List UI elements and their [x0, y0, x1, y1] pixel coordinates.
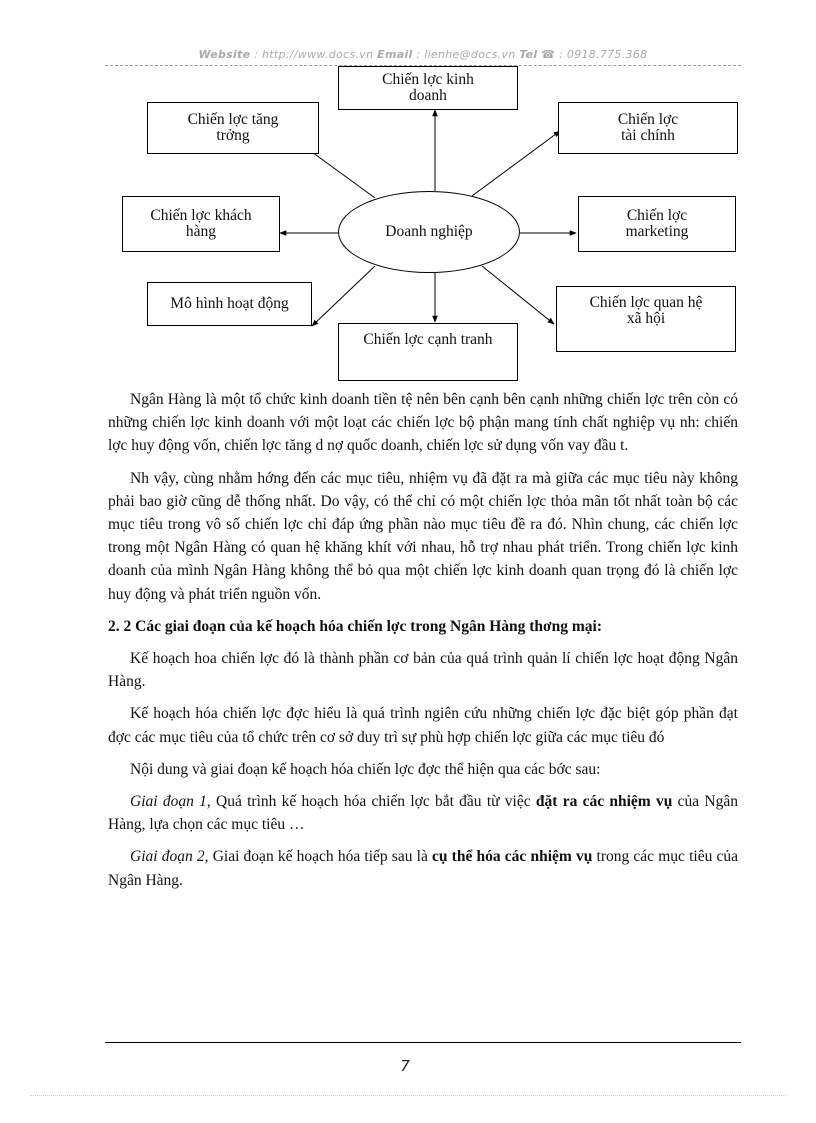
- paragraph-3: Kế hoạch hoa chiến lợc đó là thành phần cơ bản của quá trình quản lí chiến lợc hoạt động Ngân Hàng.: [108, 650, 738, 691]
- center-label: Doanh nghiệp: [385, 223, 473, 240]
- box-label: Chiến lợc cạnh tranh: [363, 331, 493, 348]
- stage-2-text-a: , Giai đoạn kế hoạch hóa tiếp sau là: [204, 848, 432, 866]
- box-chien-luoc-khach-hang: [122, 196, 280, 252]
- box-label: Mô hình hoạt động: [170, 295, 289, 312]
- tel-label: Tel: [519, 48, 538, 61]
- stage-1-text-b: của Ngân Hàng, lựa chọn các mục tiêu …: [108, 793, 738, 834]
- stage-1-label: Giai đoạn 1: [130, 793, 207, 811]
- paragraph-5: Nội dung và giai đoạn kế hoạch hóa chiến lợc đợc thể hiện qua các bớc sau:: [130, 760, 601, 778]
- box-label: Chiến lợc khách hàng: [150, 207, 252, 240]
- arrow-bottom-left: [312, 266, 375, 326]
- stage-2-label: Giai đoạn 2: [130, 848, 205, 866]
- stage-2-bold: cụ thể hóa các nhiệm vụ: [432, 848, 593, 866]
- arrow-bottom-right: [482, 266, 554, 324]
- strategy-diagram: [100, 66, 703, 386]
- body-text: [108, 388, 738, 901]
- box-chien-luoc-quan-he-xa-hoi: [556, 286, 736, 352]
- stage-2-text-b: trong các mục tiêu của Ngân Hàng.: [108, 848, 739, 889]
- bottom-dotted-rule: [30, 1095, 786, 1096]
- website-label: Website: [198, 48, 251, 61]
- paragraph-7: [108, 845, 738, 891]
- page-header: [105, 48, 741, 61]
- paragraph-6: [108, 790, 738, 836]
- arrow-top-right: [472, 131, 560, 196]
- paragraph-1: Ngân Hàng là một tổ chức kinh doanh tiền tệ nên bên cạnh bên cạnh những chiến lợc trên còn có những chiến lợc kinh doanh với một loạt các chiến lợc bộ phận mang tính chất nghiệp vụ nh: chiến lợc huy động vốn, chiến lợc tăng d nợ quốc doanh, chiến lợc sử dụng vốn vay đầu t.: [108, 391, 738, 455]
- phone-icon-and-number: ☎ : 0918.775.368: [537, 48, 648, 61]
- box-label: Chiến lợc quan hệ xã hội: [589, 294, 703, 327]
- website-url: : http://www.docs.vn: [250, 48, 378, 61]
- box-chien-luoc-tai-chinh: [558, 102, 738, 154]
- box-chien-luoc-marketing: [578, 196, 736, 252]
- box-chien-luoc-kinh-doanh: [338, 66, 518, 110]
- footer-rule: [105, 1042, 741, 1043]
- center-doanh-nghiep: [338, 191, 520, 273]
- box-mo-hinh-hoat-dong: [147, 282, 312, 326]
- box-chien-luoc-tang-truong: [147, 102, 319, 154]
- box-label: Chiến lợc tài chính: [617, 111, 679, 144]
- box-label: Chiến lợc kinh doanh: [382, 71, 474, 104]
- stage-1-text-a: , Quá trình kế hoạch hóa chiến lợc bắt đầu từ việc: [206, 793, 536, 811]
- page-number: 7: [400, 1057, 410, 1075]
- section-heading: 2. 2 Các giai đoạn của kế hoạch hóa chiến lợc trong Ngân Hàng thơng mại:: [108, 617, 602, 635]
- box-chien-luoc-canh-tranh: [338, 323, 518, 381]
- paragraph-4: Kế hoạch hóa chiến lợc đợc hiểu là quá trình ngiên cứu những chiến lợc đặc biệt góp phần đạt đợc các mục tiêu của tổ chức trên cơ sở duy trì sự phù hợp chiến lợc giữa các mục tiêu đó: [108, 705, 738, 746]
- box-label: Chiến lợc marketing: [625, 207, 689, 240]
- stage-1-bold: đặt ra các nhiệm vụ: [535, 793, 673, 811]
- email-address: : lienhe@docs.vn: [412, 48, 520, 61]
- email-label: Email: [377, 48, 413, 61]
- paragraph-2: Nh vậy, cùng nhằm hớng đến các mục tiêu, nhiệm vụ đã đặt ra mà giữa các mục tiêu này không phải bao giờ cũng dễ thống nhất. Do vậy, có thể chỉ có một chiến lợc thỏa mãn tốt nhất toàn bộ các mục tiêu trong vô số chiến lợc chỉ đáp ứng phần nào mục tiêu đề ra đó. Nhìn chung, các chiến lợc trong một Ngân Hàng có quan hệ khăng khít với nhau, hỗ trợ nhau phát triển. Trong chiến lợc kinh doanh của mình Ngân Hàng không thể bỏ qua một chiến lợc kinh doanh quan trọng đó là chiến lợc huy động và phát triển nguồn vốn.: [108, 469, 738, 603]
- box-label: Chiến lợc tăng trởng: [187, 111, 279, 144]
